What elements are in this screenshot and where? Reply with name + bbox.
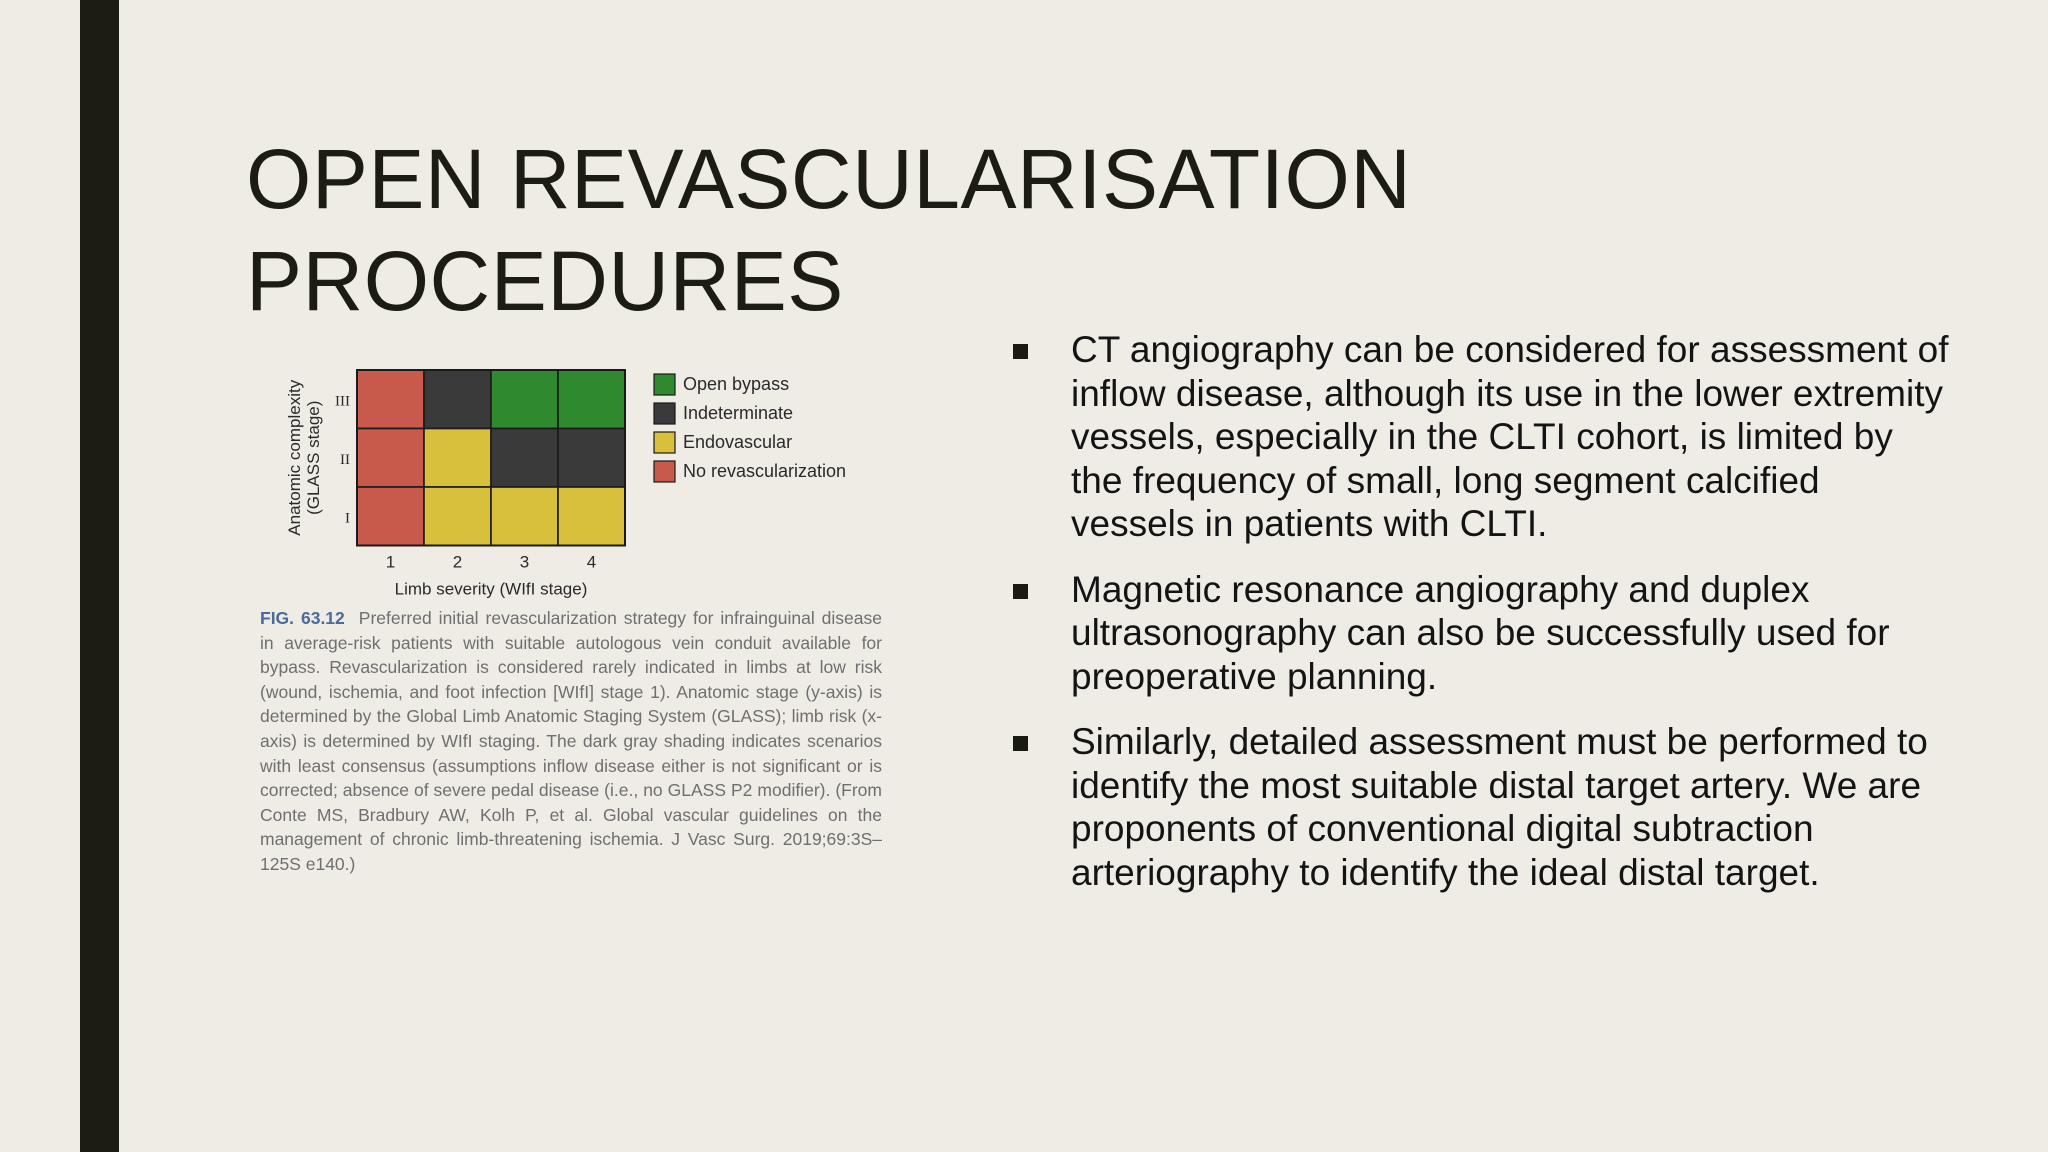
legend-swatch bbox=[654, 432, 675, 453]
y-tick-label: II bbox=[340, 451, 350, 468]
heatmap-cell bbox=[491, 370, 558, 429]
slide-title bbox=[246, 128, 1446, 332]
legend-label: Indeterminate bbox=[683, 403, 794, 423]
heatmap-chart bbox=[260, 356, 900, 606]
heatmap-cell bbox=[357, 487, 424, 546]
bullet-text: Similarly, detailed assessment must be performed to identify the most suitable distal target artery. We are proponents of conventional digital subtraction arteriography to identify the ideal distal target. bbox=[1071, 721, 1928, 893]
heatmap-cell bbox=[424, 370, 491, 429]
slide-title-line-2: PROCEDURES bbox=[246, 234, 844, 328]
y-tick-label: I bbox=[345, 510, 350, 527]
x-tick-label: 4 bbox=[586, 552, 597, 572]
x-tick-label: 2 bbox=[452, 552, 463, 572]
x-tick-label: 1 bbox=[385, 552, 396, 572]
bullet-item bbox=[1010, 568, 1950, 699]
heatmap-cell bbox=[357, 429, 424, 488]
heatmap-cell bbox=[491, 487, 558, 546]
heatmap-cell bbox=[357, 370, 424, 429]
x-tick-label: 3 bbox=[519, 552, 530, 572]
bullet-item bbox=[1010, 328, 1950, 546]
legend-swatch bbox=[654, 461, 675, 482]
figure-caption-text: Preferred initial revascularization strategy for infrainguinal disease in average-risk patients with suitable autologous vein conduit available for bypass. Revascularization is considered rarely indicated in limbs at low risk (wound, ischemia, and foot infection [WIfI] stage 1). Anatomic stage (y-axis) is determined by the Global Limb Anatomic Staging System (GLASS); limb risk (x-axis) is determined by WIfI staging. The dark gray shading indicates scenarios with least consensus (assumptions inflow disease either is not significant or is corrected; absence of severe pedal disease (i.e., no GLASS P2 modifier). (From Conte MS, Bradbury AW, Kolh P, et al. Global vascular guidelines on the management of chronic limb-threatening ischemia. J Vasc Surg. 2019;69:3S–125S e140.) bbox=[260, 608, 883, 874]
bullet-square-icon bbox=[1013, 736, 1028, 751]
slide-title-line-1: OPEN REVASCULARISATION bbox=[246, 132, 1412, 226]
accent-bar bbox=[80, 0, 119, 1152]
legend-swatch bbox=[654, 403, 675, 424]
legend-label: Endovascular bbox=[683, 432, 793, 452]
bullet-square-icon bbox=[1013, 344, 1028, 359]
y-tick-label: III bbox=[335, 393, 350, 410]
bullet-text: CT angiography can be considered for assessment of inflow disease, although its use in the lower extremity vessels, especially in the CLTI cohort, is limited by the frequency of small, long segment calcified vessels in patients with CLTI. bbox=[1071, 329, 1949, 544]
legend-swatch bbox=[654, 374, 675, 395]
heatmap-cell bbox=[558, 370, 625, 429]
y-axis-label: (GLASS stage) bbox=[304, 400, 323, 515]
x-axis-label: Limb severity (WIfI stage) bbox=[394, 579, 588, 599]
bullet-item bbox=[1010, 720, 1950, 894]
y-axis-label: Anatomic complexity bbox=[285, 379, 304, 536]
bullet-text: Magnetic resonance angiography and duplex ultrasonography can also be successfully used for preoperative planning. bbox=[1071, 568, 1890, 697]
legend-label: Open bypass bbox=[683, 374, 790, 394]
heatmap-cell bbox=[424, 429, 491, 488]
figure-caption bbox=[260, 606, 882, 877]
figure-caption-label: FIG. 63.12 bbox=[260, 608, 345, 628]
legend-label: No revascularization bbox=[683, 461, 847, 481]
bullet-square-icon bbox=[1013, 584, 1028, 599]
heatmap-cell bbox=[491, 429, 558, 488]
heatmap-cell bbox=[558, 429, 625, 488]
heatmap-cell bbox=[424, 487, 491, 546]
figure bbox=[260, 356, 900, 886]
heatmap-cell bbox=[558, 487, 625, 546]
bullet-list bbox=[1010, 328, 1950, 916]
